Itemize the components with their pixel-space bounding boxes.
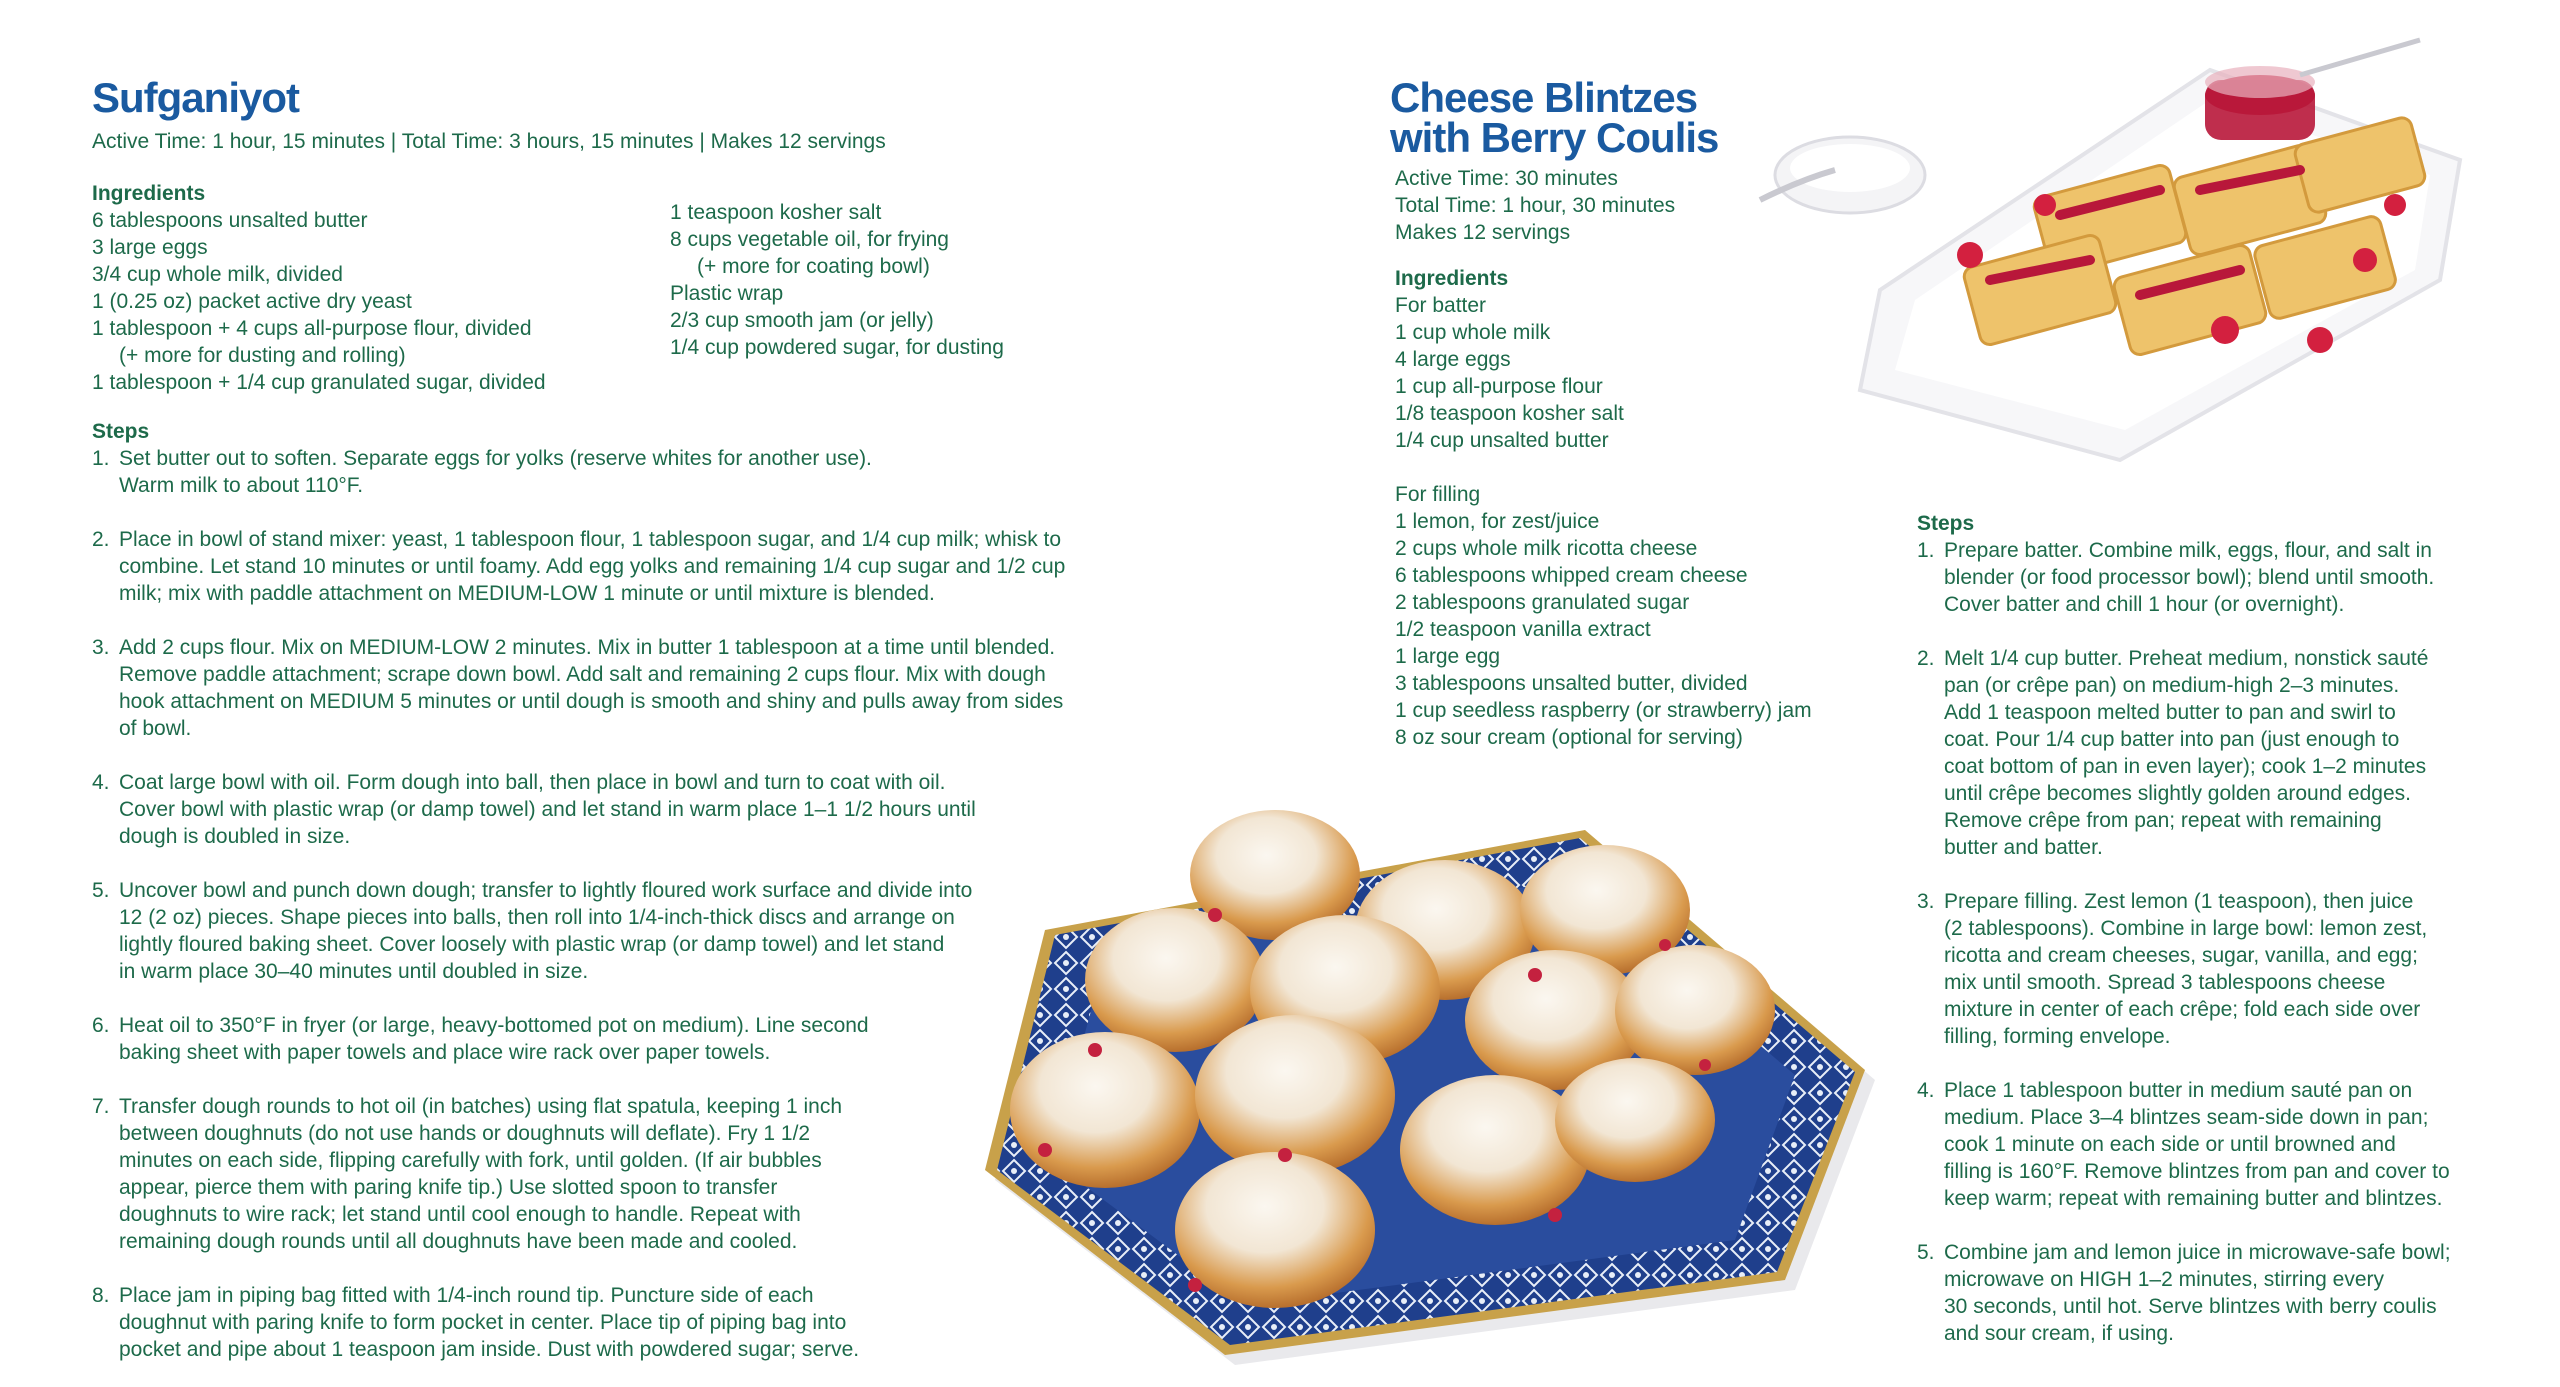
step-line: ricotta and cream cheeses, sugar, vanilla, and egg; <box>1944 944 2418 967</box>
step-line: 12 (2 oz) pieces. Shape pieces into balls, then roll into 1/4-inch-thick discs and arrange on <box>119 906 955 929</box>
spacer <box>1917 1212 2537 1239</box>
ingredient: 1 cup seedless raspberry (or strawberry) jam <box>1395 699 1812 722</box>
step-number: 7. <box>92 1095 110 1118</box>
step-line: cook 1 minute on each side or until browned and <box>1944 1133 2396 1156</box>
ingredient: 3/4 cup whole milk, divided <box>92 263 343 286</box>
step-number: 2. <box>92 528 110 551</box>
meta-line: Total Time: 1 hour, 30 minutes <box>1395 194 1676 217</box>
step-line: keep warm; repeat with remaining butter and blintzes. <box>1944 1187 2443 1210</box>
spacer <box>92 607 1232 634</box>
step <box>92 445 1232 499</box>
step-line: microwave on HIGH 1–2 minutes, stirring every <box>1944 1268 2384 1291</box>
step-line: blender (or food processor bowl); blend until smooth. <box>1944 566 2435 589</box>
step-line: until crêpe becomes slightly golden around edges. <box>1944 782 2411 805</box>
step-line: Remove crêpe from pan; repeat with remaining <box>1944 809 2382 832</box>
blintzes-batter <box>1395 292 1624 454</box>
spacer <box>1917 618 2537 645</box>
blintzes-plate-image <box>1740 30 2480 490</box>
ingredient: 8 oz sour cream (optional for serving) <box>1395 726 1743 749</box>
step-line: baking sheet with paper towels and place wire rack over paper towels. <box>119 1041 771 1064</box>
ingredient: 1/4 cup unsalted butter <box>1395 429 1609 452</box>
ingredient: Plastic wrap <box>670 282 784 305</box>
filling-heading: For filling <box>1395 483 1481 506</box>
step <box>1917 888 2537 1050</box>
ingredient: 1/4 cup powdered sugar, for dusting <box>670 336 1004 359</box>
step-line: Place jam in piping bag fitted with 1/4-inch round tip. Puncture side of each <box>119 1284 814 1307</box>
blintzes-steps-heading: Steps <box>1917 512 1975 535</box>
blintzes-title-line2: with Berry Coulis <box>1390 114 1719 161</box>
step-line: Cover batter and chill 1 hour (or overnight). <box>1944 593 2345 616</box>
step-number: 3. <box>92 636 110 659</box>
step-line: of bowl. <box>119 717 192 740</box>
step-number: 6. <box>92 1014 110 1037</box>
step-line: Remove paddle attachment; scrape down bowl. Add salt and remaining 2 cups flour. Mix with dough <box>119 663 1046 686</box>
ingredient: 1 tablespoon + 1/4 cup granulated sugar, divided <box>92 371 546 394</box>
step-line: mix until smooth. Spread 3 tablespoons cheese <box>1944 971 2386 994</box>
step-number: 1. <box>1917 539 1935 562</box>
step-line: Coat large bowl with oil. Form dough into ball, then place in bowl and turn to coat with oil. <box>119 771 946 794</box>
step <box>1917 645 2537 861</box>
ingredient: 1/2 teaspoon vanilla extract <box>1395 618 1651 641</box>
step-line: Add 1 teaspoon melted butter to pan and swirl to <box>1944 701 2396 724</box>
ingredient: 1 tablespoon + 4 cups all-purpose flour, divided <box>92 317 532 340</box>
step-line: Combine jam and lemon juice in microwave-safe bowl; <box>1944 1241 2451 1264</box>
meta-line: Makes 12 servings <box>1395 221 1571 244</box>
sufganiyot-steps-heading: Steps <box>92 420 150 443</box>
ingredient: 2 tablespoons granulated sugar <box>1395 591 1690 614</box>
ingredient: 1 cup whole milk <box>1395 321 1551 344</box>
step-line: coat bottom of pan in even layer); cook 1–2 minutes <box>1944 755 2427 778</box>
ingredient: 3 large eggs <box>92 236 208 259</box>
blintzes-steps <box>1917 537 2537 1347</box>
step <box>1917 1077 2537 1212</box>
blintzes-title-line1: Cheese Blintzes <box>1390 74 1698 121</box>
step-number: 3. <box>1917 890 1935 913</box>
ingredient: 6 tablespoons whipped cream cheese <box>1395 564 1748 587</box>
ingredient: 6 tablespoons unsalted butter <box>92 209 368 232</box>
ingredient: 2 cups whole milk ricotta cheese <box>1395 537 1698 560</box>
step-number: 1. <box>92 447 110 470</box>
step-line: combine. Let stand 10 minutes or until foamy. Add egg yolks and remaining 1/4 cup sugar and 1/2 cup <box>119 555 1066 578</box>
step-line: Uncover bowl and punch down dough; transfer to lightly floured work surface and divide into <box>119 879 973 902</box>
step-line: Prepare filling. Zest lemon (1 teaspoon), then juice <box>1944 890 2414 913</box>
spacer <box>1917 861 2537 888</box>
step-line: lightly floured baking sheet. Cover loosely with plastic wrap (or damp towel) and let stand <box>119 933 945 956</box>
step-line: pocket and pipe about 1 teaspoon jam inside. Dust with powdered sugar; serve. <box>119 1338 860 1361</box>
step-line: medium. Place 3–4 blintzes seam-side down in pan; <box>1944 1106 2429 1129</box>
step-line: Prepare batter. Combine milk, eggs, flour, and salt in <box>1944 539 2432 562</box>
step-line: doughnut with paring knife to form pocket in center. Place tip of piping bag into <box>119 1311 847 1334</box>
step-line: Melt 1/4 cup butter. Preheat medium, nonstick sauté <box>1944 647 2429 670</box>
step-line: mixture in center of each crêpe; fold each side over <box>1944 998 2421 1021</box>
step-line: 30 seconds, until hot. Serve blintzes with berry coulis <box>1944 1295 2437 1318</box>
step-line: filling, forming envelope. <box>1944 1025 2171 1048</box>
ingredient: 4 large eggs <box>1395 348 1511 371</box>
ingredient: 1/8 teaspoon kosher salt <box>1395 402 1624 425</box>
step-line: hook attachment on MEDIUM 5 minutes or until dough is smooth and shiny and pulls away from sides <box>119 690 1064 713</box>
ingredient: 1 (0.25 oz) packet active dry yeast <box>92 290 412 313</box>
ingredient: 8 cups vegetable oil, for frying <box>670 228 949 251</box>
sufganiyot-ingredients-heading: Ingredients <box>92 182 206 205</box>
ingredient-note: (+ more for dusting and rolling) <box>119 344 406 367</box>
step-line: doughnuts to wire rack; let stand until cool enough to handle. Repeat with <box>119 1203 801 1226</box>
step-line: Place in bowl of stand mixer: yeast, 1 tablespoon flour, 1 tablespoon sugar, and 1/4 cup milk; whisk to <box>119 528 1062 551</box>
sufganiyot-ingredients-col2 <box>670 199 1004 361</box>
step-line: in warm place 30–40 minutes until doubled in size. <box>119 960 589 983</box>
step <box>1917 1239 2537 1347</box>
step-number: 4. <box>1917 1079 1935 1102</box>
step-number: 8. <box>92 1284 110 1307</box>
step-line: Cover bowl with plastic wrap (or damp towel) and let stand in warm place 1–1 1/2 hours until <box>119 798 976 821</box>
blintzes-filling <box>1395 481 1812 751</box>
blintzes-ingredients-heading: Ingredients <box>1395 267 1509 290</box>
sufganiyot-ingredients-col1 <box>92 207 546 396</box>
step-number: 5. <box>92 879 110 902</box>
ingredient: 1 large egg <box>1395 645 1501 668</box>
step-line: appear, pierce them with paring knife tip.) Use slotted spoon to transfer <box>119 1176 778 1199</box>
step-line: dough is doubled in size. <box>119 825 351 848</box>
step-line: Warm milk to about 110°F. <box>119 474 364 497</box>
batter-heading: For batter <box>1395 294 1487 317</box>
blintzes-meta <box>1395 165 1675 246</box>
ingredient: 1 teaspoon kosher salt <box>670 201 882 224</box>
ingredient: 2/3 cup smooth jam (or jelly) <box>670 309 934 332</box>
sufganiyot-title: Sufganiyot <box>92 74 299 121</box>
step-line: pan (or crêpe pan) on medium-high 2–3 minutes. <box>1944 674 2400 697</box>
spacer <box>92 742 1232 769</box>
blintzes-title <box>1390 74 1719 161</box>
step-line: between doughnuts (do not use hands or doughnuts will deflate). Fry 1 1/2 <box>119 1122 811 1145</box>
step-number: 5. <box>1917 1241 1935 1264</box>
step-line: Add 2 cups flour. Mix on MEDIUM-LOW 2 minutes. Mix in butter 1 tablespoon at a time until blended. <box>119 636 1056 659</box>
step-line: Heat oil to 350°F in fryer (or large, heavy-bottomed pot on medium). Line second <box>119 1014 869 1037</box>
spacer <box>1917 1050 2537 1077</box>
step-line: remaining dough rounds until all doughnuts have been made and cooled. <box>119 1230 798 1253</box>
step-number: 4. <box>92 771 110 794</box>
step <box>92 526 1232 607</box>
spacer <box>92 499 1232 526</box>
step-line: milk; mix with paddle attachment on MEDIUM-LOW 1 minute or until mixture is blended. <box>119 582 935 605</box>
ingredient-note: (+ more for coating bowl) <box>697 255 930 278</box>
step-line: filling is 160°F. Remove blintzes from pan and cover to <box>1944 1160 2450 1183</box>
step-line: Place 1 tablespoon butter in medium sauté pan on <box>1944 1079 2413 1102</box>
step-number: 2. <box>1917 647 1935 670</box>
step-line: Transfer dough rounds to hot oil (in batches) using flat spatula, keeping 1 inch <box>119 1095 842 1118</box>
step-line: (2 tablespoons). Combine in large bowl: lemon zest, <box>1944 917 2428 940</box>
sufganiyot-meta: Active Time: 1 hour, 15 minutes | Total Time: 3 hours, 15 minutes | Makes 12 servings <box>92 130 886 153</box>
step-line: butter and batter. <box>1944 836 2103 859</box>
ingredient: 1 cup all-purpose flour <box>1395 375 1603 398</box>
ingredient: 3 tablespoons unsalted butter, divided <box>1395 672 1748 695</box>
step-line: coat. Pour 1/4 cup batter into pan (just enough to <box>1944 728 2400 751</box>
step-line: minutes on each side, flipping carefully with fork, until golden. (If air bubbles <box>119 1149 822 1172</box>
ingredient: 1 lemon, for zest/juice <box>1395 510 1600 533</box>
step <box>92 634 1232 742</box>
step-line: Set butter out to soften. Separate eggs for yolks (reserve whites for another use). <box>119 447 872 470</box>
meta-line: Active Time: 30 minutes <box>1395 167 1618 190</box>
step-line: and sour cream, if using. <box>1944 1322 2174 1345</box>
doughnut-plate-image <box>975 820 1915 1380</box>
step <box>1917 537 2537 618</box>
